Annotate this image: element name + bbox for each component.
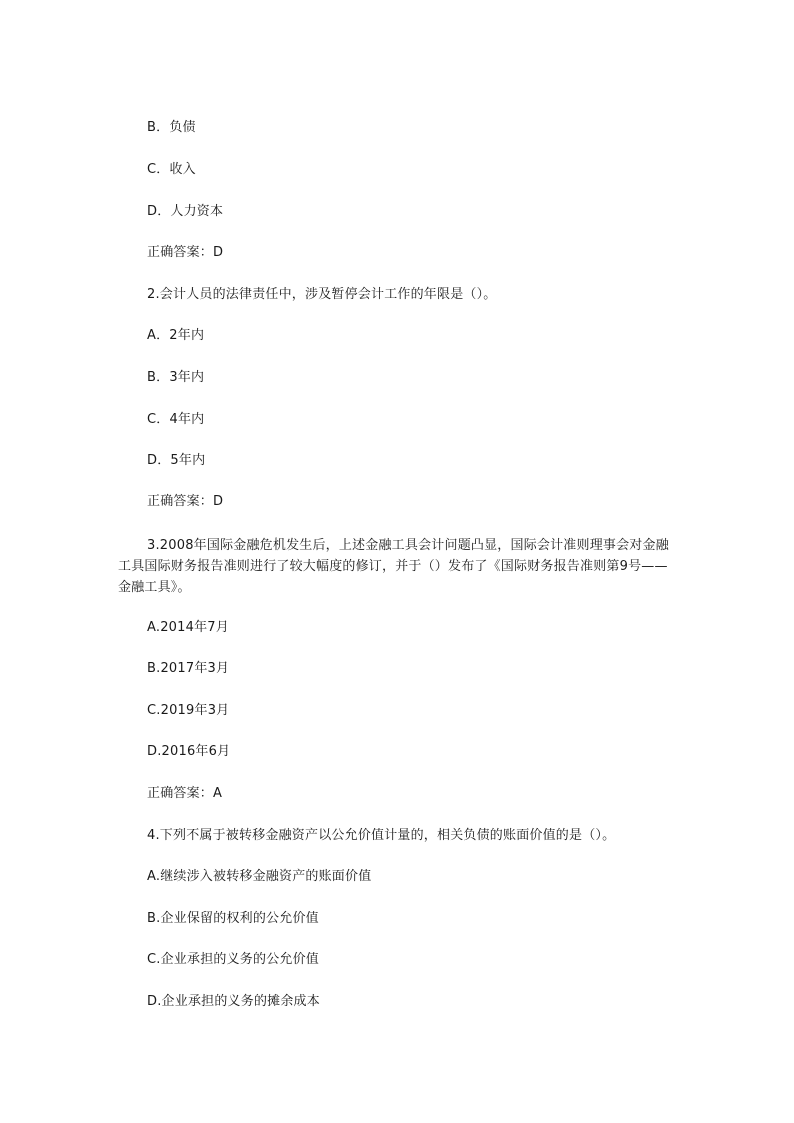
q3-option-d: D.2016年6月 <box>147 744 231 759</box>
q3-option-b: B.2017年3月 <box>147 661 230 676</box>
q2-question: 2.会计人员的法律责任中，涉及暂停会计工作的年限是（）。 <box>147 287 497 302</box>
q2-answer: 正确答案：D <box>147 494 224 509</box>
q4-option-b: B.企业保留的权利的公允价值 <box>147 911 319 926</box>
q4-option-d: D.企业承担的义务的摊余成本 <box>147 994 320 1009</box>
q1-option-b: B．负债 <box>147 120 196 135</box>
q3-option-c: C.2019年3月 <box>147 703 230 718</box>
q1-option-d: D．人力资本 <box>147 204 224 219</box>
q4-option-a: A.继续涉入被转移金融资产的账面价值 <box>147 869 372 884</box>
q3-answer: 正确答案：A <box>147 786 223 801</box>
q4-option-c: C.企业承担的义务的公允价值 <box>147 952 320 967</box>
q3-option-a: A.2014年7月 <box>147 620 229 635</box>
q4-question: 4.下列不属于被转移金融资产以公允价值计量的，相关负债的账面价值的是（）。 <box>147 828 616 843</box>
q2-option-a: A．2年内 <box>147 328 205 343</box>
q2-option-c: C．4年内 <box>147 412 205 427</box>
q1-option-c: C．收入 <box>147 162 196 177</box>
q2-option-d: D．5年内 <box>147 453 206 468</box>
q3-question: 3.2008年国际金融危机发生后，上述金融工具会计问题凸显，国际会计准则理事会对金融工具国际财务报告准则进行了较大幅度的修订，并于（）发布了《国际财务报告准则第9号——金融工具》。 <box>118 538 669 595</box>
q1-answer: 正确答案：D <box>147 245 224 260</box>
q2-option-b: B．3年内 <box>147 370 205 385</box>
